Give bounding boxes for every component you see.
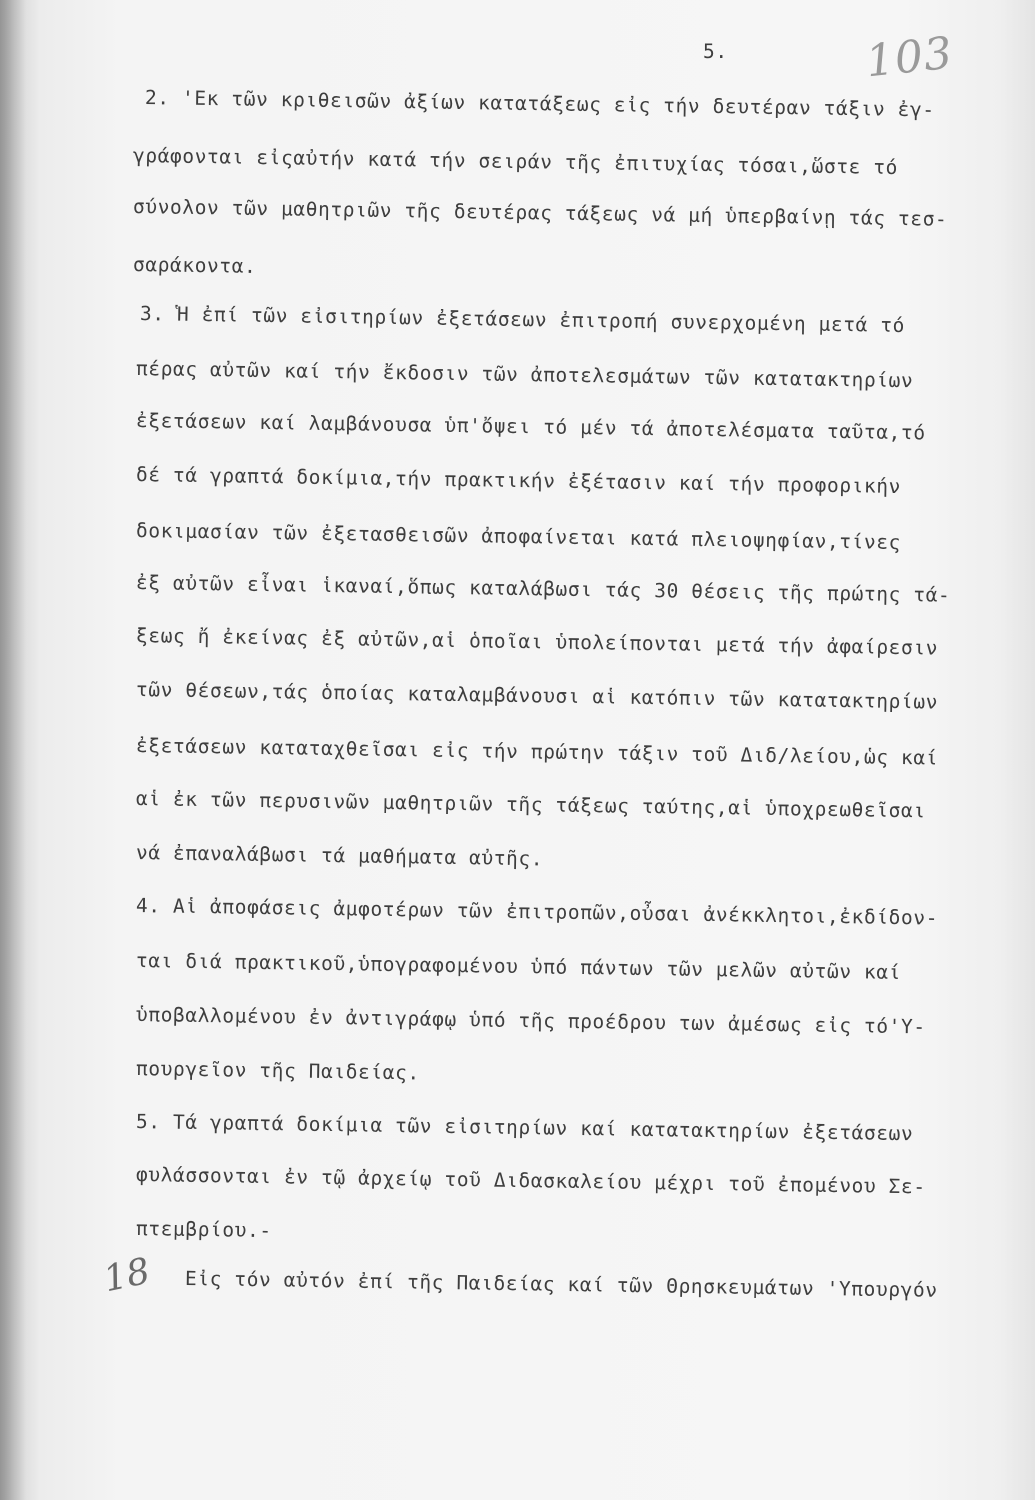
- text-line: ἐξετάσεων καί λαμβάνουσα ὑπ'ὄψει τό μέν τά ἀποτελέσματα ταῦτα,τό: [135, 409, 926, 445]
- text-line: σαράκοντα.: [132, 253, 257, 278]
- text-line: ἐξετάσεων καταταχθεῖσαι εἰς τήν πρώτην τάξιν τοῦ Διδ/λείου,ὡς καί: [135, 734, 939, 770]
- text-line: γράφονται εἰςαὐτήν κατά τήν σειράν τῆς ἐπιτυχίας τόσαι,ὥστε τό: [132, 144, 899, 180]
- margin-mark-handwritten: 18: [100, 1250, 154, 1301]
- text-line: τῶν θέσεων,τάς ὁποίας καταλαμβάνουσι αἱ κατόπιν τῶν κατατακτηρίων: [135, 678, 939, 714]
- text-line: ὑποβαλλομένου ἐν ἀντιγράφῳ ὑπό τῆς προέδρου των ἀμέσως εἰς τό'Υ-: [135, 1003, 926, 1039]
- text-line: φυλάσσονται ἐν τῷ ἀρχείῳ τοῦ Διδασκαλείου μέχρι τοῦ ἐπομένου Σε-: [135, 1163, 926, 1199]
- text-line: ἐξ αὐτῶν εἶναι ἱκαναί,ὅπως καταλάβωσι τάς 30 θέσεις τῆς πρώτης τά-: [135, 571, 951, 607]
- text-line: 2. 'Εκ τῶν κριθεισῶν ἀξίων κατατάξεως εἰς τήν δευτέραν τάξιν ἐγ-: [144, 86, 935, 122]
- text-line: σύνολον τῶν μαθητριῶν τῆς δευτέρας τάξεως νά μή ὑπερβαίνῃ τάς τεσ-: [132, 195, 948, 231]
- text-line: νά ἐπαναλάβωσι τά μαθήματα αὐτῆς.: [135, 841, 544, 871]
- text-line: αἱ ἐκ τῶν περυσινῶν μαθητριῶν τῆς τάξεως ταύτης,αἱ ὑποχρεωθεῖσαι: [135, 787, 926, 823]
- archive-number-handwritten: 103: [863, 27, 956, 88]
- text-line: ξεως ἤ ἐκείνας ἐξ αὐτῶν,αἱ ὁποῖαι ὑπολείπονται μετά τήν ἀφαίρεσιν: [135, 624, 939, 660]
- text-line: ται διά πρακτικοῦ,ὑπογραφομένου ὑπό πάντων τῶν μελῶν αὐτῶν καί: [135, 949, 902, 985]
- text-line: δέ τά γραπτά δοκίμια,τήν πρακτικήν ἐξέτασιν καί τήν προφορικήν: [135, 463, 902, 499]
- text-line: 4. Αἱ ἀποφάσεις ἀμφοτέρων τῶν ἐπιτροπῶν,οὖσαι ἀνέκκλητοι,ἐκδίδον-: [135, 894, 939, 930]
- text-line: 3. Ἡ ἐπί τῶν εἰσιτηρίων ἐξετάσεων ἐπιτροπή συνερχομένη μετά τό: [139, 302, 906, 338]
- text-line: πουργεῖον τῆς Παιδείας.: [135, 1057, 420, 1085]
- page-number: 5.: [703, 40, 728, 63]
- text-line: Εἰς τόν αὐτόν ἐπί τῆς Παιδείας καί τῶν Θρησκευμάτων 'Υπουργόν: [184, 1267, 938, 1302]
- text-line: δοκιμασίαν τῶν ἐξετασθεισῶν ἀποφαίνεται κατά πλειοψηφίαν,τίνες: [135, 519, 902, 555]
- text-line: πέρας αὐτῶν καί τήν ἔκδοσιν τῶν ἀποτελεσμάτων τῶν κατατακτηρίων: [135, 357, 914, 393]
- text-line: 5. Τά γραπτά δοκίμια τῶν εἰσιτηρίων καί κατατακτηρίων ἐξετάσεων: [135, 1110, 914, 1146]
- text-line: πτεμβρίου.-: [135, 1217, 272, 1243]
